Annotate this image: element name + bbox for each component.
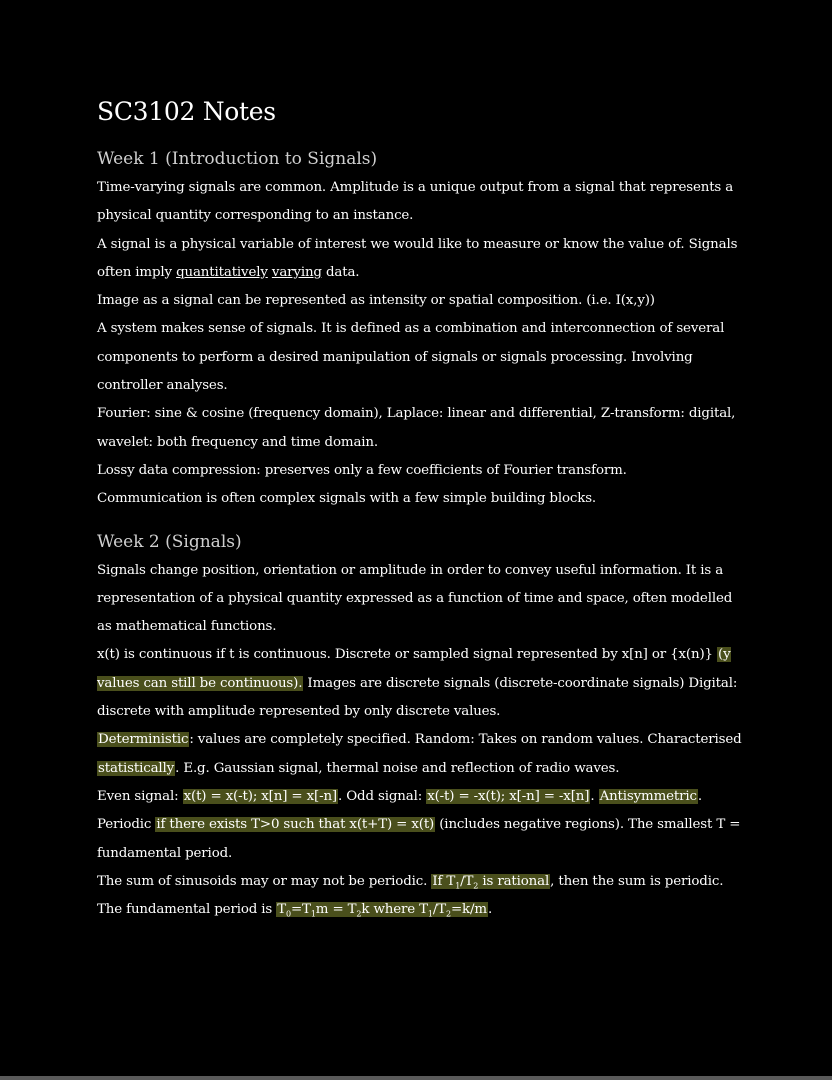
- text-run: .: [487, 902, 493, 918]
- text-run: x(t) is continuous if t is continuous. Discrete or sampled signal represented by x[n] or {x(n)}: [97, 647, 717, 663]
- text-run: .: [590, 788, 599, 804]
- highlighted-text: x(t) = x(-t); x[n] = x[-n]: [183, 788, 337, 804]
- week2-paragraph-2: [97, 641, 747, 726]
- text-run: =T: [290, 902, 311, 918]
- text-run: =k/m: [450, 902, 487, 918]
- week1-paragraph-7: Communication is often complex signals with a few simple building blocks.: [97, 491, 597, 507]
- week1-paragraph-5: Fourier: sine & cosine (frequency domain), Laplace: linear and differential, Z-transform: digital, wavelet: both frequency and time domain.: [97, 406, 736, 450]
- underlined-word: varying: [271, 264, 322, 280]
- underlined-word: quantitatively: [176, 264, 268, 280]
- text-run: data.: [321, 264, 360, 280]
- text-run: Images are discrete signals (discrete-coordinate signals) Digital: discrete with amplitude represented by only discrete values.: [97, 675, 738, 720]
- highlighted-text: x(-t) = -x(t); x[-n] = -x[n]: [427, 788, 590, 804]
- week1-paragraph-4: A system makes sense of signals. It is defined as a combination and interconnection of several components to perform a desired manipulation of signals or signals processing. Involving controller analyses.: [97, 321, 725, 394]
- text-run: T: [277, 902, 287, 918]
- week1-heading: Week 1 (Introduction to Signals): [97, 149, 378, 169]
- week2-paragraph-1: Signals change position, orientation or amplitude in order to convey useful information. It is a representation of a physical quantity expressed as a function of time and space, often modelled as mathematical functions.: [97, 562, 733, 635]
- text-run: (includes negative regions). The smallest T = fundamental period.: [97, 817, 741, 861]
- subscript: 2: [446, 909, 451, 919]
- highlighted-text: (y values can still be continuous).: [97, 647, 731, 691]
- text-run: . E.g. Gaussian signal, thermal noise and reflection of radio waves.: [175, 760, 620, 776]
- text-run: If T: [432, 873, 456, 889]
- highlighted-text: if there exists T>0 such that x(t+T) = x(t): [156, 817, 435, 833]
- week1-paragraph-1: Time-varying signals are common. Amplitude is a unique output from a signal that represents a physical quantity corresponding to an instance.: [97, 180, 734, 224]
- week1-paragraph-3: Image as a signal can be represented as intensity or spatial composition. (i.e. I(x,y)): [97, 293, 655, 309]
- subscript: 1: [427, 909, 433, 919]
- text-run: Periodic: [97, 817, 156, 833]
- subscript: 2: [356, 909, 362, 919]
- text-run: /T: [432, 902, 447, 918]
- week2-paragraph-6: [97, 868, 747, 925]
- document-page: [97, 92, 747, 924]
- text-run: : values are completely specified. Random: Takes on random values. Characterised: [189, 732, 742, 748]
- page-title: SC3102 Notes: [97, 97, 276, 126]
- text-run: , then the sum is periodic. The fundamental period is: [97, 873, 724, 918]
- text-run: The sum of sinusoids may or may not be periodic.: [97, 873, 432, 889]
- text-run: /T: [460, 873, 474, 889]
- highlighted-text: [431, 874, 550, 889]
- highlighted-text: Deterministic: [98, 732, 189, 748]
- subscript: 2: [473, 881, 479, 891]
- week1-paragraph-6: Lossy data compression: preserves only a few coefficients of Fourier transform.: [97, 462, 627, 478]
- subscript: 1: [455, 881, 461, 891]
- week2-heading: Week 2 (Signals): [97, 531, 242, 552]
- week2-paragraph-3: [97, 726, 747, 783]
- text-run: k where T: [361, 902, 428, 918]
- subscript: 0: [286, 909, 291, 919]
- subscript: 1: [310, 909, 316, 919]
- week2-paragraph-4: [97, 783, 747, 811]
- week1-paragraph-2: [97, 231, 747, 288]
- highlighted-text: Antisymmetric: [599, 788, 697, 804]
- highlighted-text: [276, 902, 488, 917]
- text-run: m = T: [315, 902, 357, 918]
- highlighted-text: statistically: [98, 760, 175, 776]
- week2-paragraph-5: [97, 811, 747, 868]
- window-bottom-edge: [0, 1076, 832, 1080]
- text-run: . Odd signal:: [338, 788, 427, 804]
- text-run: Even signal:: [97, 788, 183, 804]
- text-run: is rational: [478, 873, 550, 889]
- text-run: .: [697, 788, 703, 804]
- text-run: A signal is a physical variable of interest we would like to measure or know the value of. Signals often imply: [97, 236, 738, 280]
